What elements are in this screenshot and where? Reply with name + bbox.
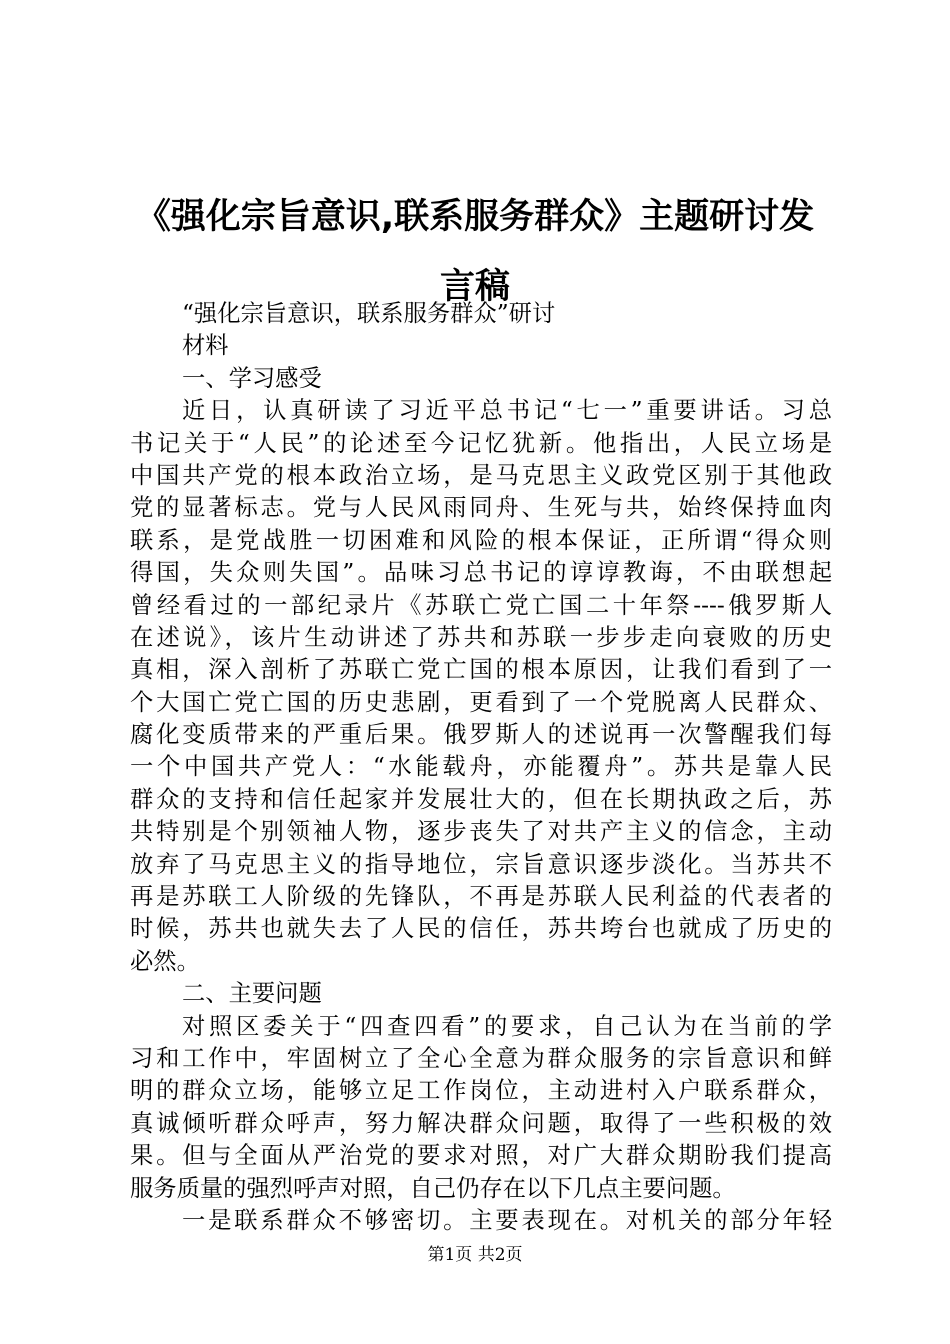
body-line: 再是苏联工人阶级的先锋队，不再是苏联人民利益的代表者的 xyxy=(130,883,832,911)
body-line: 习和工作中，牢固树立了全心全意为群众服务的宗旨意识和鲜 xyxy=(130,1044,832,1072)
title-line-2: 言稿 xyxy=(439,267,510,307)
body-line: 二、主要问题 xyxy=(182,980,322,1008)
body-line: 党的显著标志。党与人民风雨同舟、生死与共，始终保持血肉 xyxy=(130,494,832,522)
body-line: 书记关于“人民”的论述至今记忆犹新。他指出，人民立场是 xyxy=(130,429,832,457)
body-line: “强化宗旨意识，联系服务群众”研讨 xyxy=(182,300,556,327)
body-line: 必然。 xyxy=(130,947,200,975)
body-line: 明的群众立场，能够立足工作岗位，主动进村入户联系群众， xyxy=(130,1077,832,1105)
body-line: 果。但与全面从严治党的要求对照，对广大群众期盼我们提高 xyxy=(130,1142,832,1170)
page-footer: 第1页 共2页 xyxy=(427,1245,523,1265)
body-line: 联系，是党战胜一切困难和风险的根本保证，正所谓“得众则 xyxy=(130,526,832,554)
body-line: 材料 xyxy=(182,332,229,360)
body-line: 真相，深入剖析了苏联亡党亡国的根本原因，让我们看到了一 xyxy=(130,656,832,684)
body-line: 中国共产党的根本政治立场，是马克思主义政党区别于其他政 xyxy=(130,461,832,489)
body-line: 腐化变质带来的严重后果。俄罗斯人的述说再一次警醒我们每 xyxy=(130,721,832,749)
title-line-1: 《强化宗旨意识,联系服务群众》主题研讨发 xyxy=(135,197,815,237)
body-line: 近日，认真研读了习近平总书记“七一”重要讲话。习总 xyxy=(182,397,832,425)
body-line: 真诚倾听群众呼声，努力解决群众问题，取得了一些积极的效 xyxy=(130,1109,832,1137)
body-line: 得国，失众则失国”。品味习总书记的谆谆教诲，不由联想起 xyxy=(130,559,832,587)
body-line: 个大国亡党亡国的历史悲剧，更看到了一个党脱离人民群众、 xyxy=(130,688,832,716)
document-body xyxy=(130,298,832,1237)
body-line: 在述说》，该片生动讲述了苏共和苏联一步步走向衰败的历史 xyxy=(130,623,832,651)
body-line: 共特别是个别领袖人物，逐步丧失了对共产主义的信念，主动 xyxy=(130,818,832,846)
body-line: 一是联系群众不够密切。主要表现在。对机关的部分年轻 xyxy=(182,1206,832,1234)
body-line: 一个中国共产党人：“水能载舟，亦能覆舟”。苏共是靠人民 xyxy=(130,753,832,781)
body-line: 群众的支持和信任起家并发展壮大的，但在长期执政之后，苏 xyxy=(130,785,832,813)
body-line: 对照区委关于“四查四看”的要求，自己认为在当前的学 xyxy=(182,1012,832,1040)
body-line: 时候，苏共也就失去了人民的信任，苏共垮台也就成了历史的 xyxy=(130,915,832,943)
body-line: 放弃了马克思主义的指导地位，宗旨意识逐步淡化。当苏共不 xyxy=(130,850,832,878)
body-line: 曾经看过的一部纪录片《苏联亡党亡国二十年祭----俄罗斯人 xyxy=(130,591,832,619)
body-line: 一、学习感受 xyxy=(182,364,322,392)
body-line: 服务质量的强烈呼声对照，自己仍存在以下几点主要问题。 xyxy=(130,1174,736,1202)
